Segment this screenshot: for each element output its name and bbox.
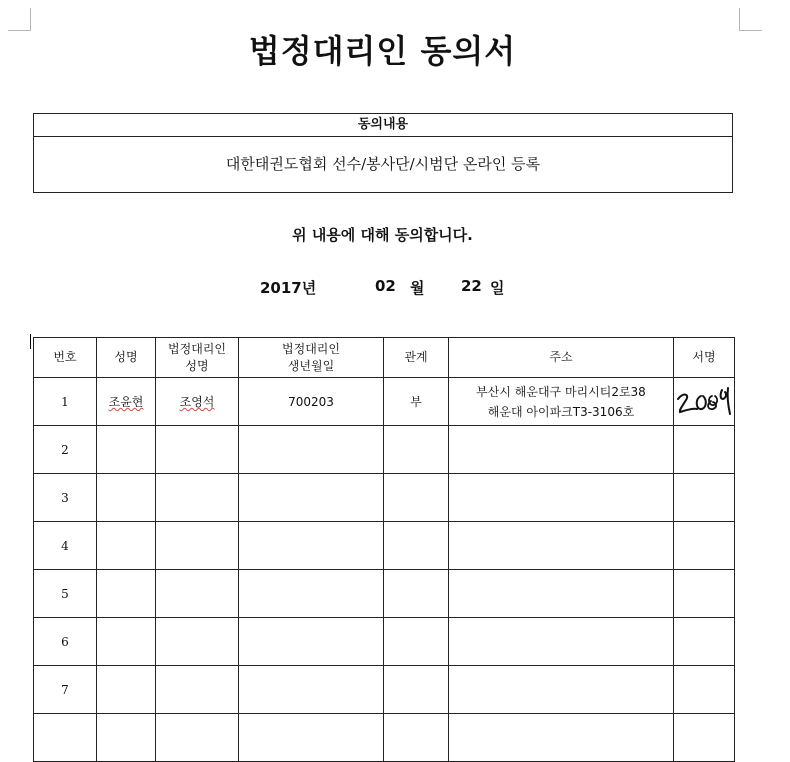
table-row bbox=[34, 714, 735, 762]
row-signature bbox=[674, 378, 735, 426]
row-relation bbox=[384, 426, 449, 474]
row-relation bbox=[384, 522, 449, 570]
row-signature bbox=[674, 618, 735, 666]
row-guardian-name bbox=[156, 666, 239, 714]
row-name bbox=[97, 570, 156, 618]
header-guardian-name bbox=[156, 338, 239, 378]
table-row bbox=[34, 474, 735, 522]
table-row bbox=[34, 522, 735, 570]
row-signature bbox=[674, 714, 735, 762]
row-guardian-name bbox=[156, 426, 239, 474]
row-name bbox=[97, 522, 156, 570]
row-guardian-birth: 700203 bbox=[239, 378, 384, 426]
document-title: 법정대리인 동의서 bbox=[248, 32, 517, 70]
row-guardian-birth bbox=[239, 474, 384, 522]
consent-content-header: 동의내용 bbox=[34, 114, 732, 137]
row-name bbox=[97, 618, 156, 666]
header-guardian-name-line1: 법정대리인 bbox=[168, 341, 226, 356]
row-guardian-name bbox=[156, 474, 239, 522]
row-guardian-name bbox=[156, 378, 239, 426]
row-address bbox=[449, 378, 674, 426]
date-month: 02 bbox=[375, 277, 396, 295]
row-relation bbox=[384, 618, 449, 666]
table-header-row bbox=[34, 338, 735, 378]
row-number: 3 bbox=[34, 474, 97, 522]
header-guardian-birth-line1: 법정대리인 bbox=[282, 341, 340, 356]
row-relation bbox=[384, 474, 449, 522]
row-guardian-birth bbox=[239, 426, 384, 474]
row-guardian-name bbox=[156, 618, 239, 666]
text-cursor bbox=[30, 334, 31, 349]
date-day-label: 일 bbox=[490, 279, 505, 297]
row-number: 6 bbox=[34, 618, 97, 666]
row-number: 4 bbox=[34, 522, 97, 570]
handwritten-signature bbox=[675, 385, 733, 419]
row-name bbox=[97, 666, 156, 714]
header-relation: 관계 bbox=[384, 338, 449, 378]
row-signature bbox=[674, 474, 735, 522]
row-address bbox=[449, 474, 674, 522]
header-number: 번호 bbox=[34, 338, 97, 378]
row-name bbox=[97, 714, 156, 762]
row-number bbox=[34, 714, 97, 762]
date-month-label: 월 bbox=[410, 279, 425, 297]
row-name bbox=[97, 426, 156, 474]
agreement-statement: 위 내용에 대해 동의합니다. bbox=[292, 226, 473, 244]
row-name bbox=[97, 474, 156, 522]
row-relation bbox=[384, 570, 449, 618]
header-guardian-name-line2: 성명 bbox=[185, 358, 209, 373]
row-address-line1: 부산시 해운대구 마리시티2로38 bbox=[476, 384, 646, 399]
row-guardian-birth bbox=[239, 714, 384, 762]
table-row bbox=[34, 426, 735, 474]
row-number: 2 bbox=[34, 426, 97, 474]
header-name: 성명 bbox=[97, 338, 156, 378]
row-name-text: 조윤현 bbox=[108, 395, 144, 409]
row-guardian-birth bbox=[239, 570, 384, 618]
row-relation: 부 bbox=[384, 378, 449, 426]
row-address-line2: 해운대 아이파크T3-3106호 bbox=[487, 404, 635, 419]
row-guardian-birth bbox=[239, 618, 384, 666]
date-year: 2017년 bbox=[260, 279, 317, 297]
row-number: 1 bbox=[34, 378, 97, 426]
row-guardian-birth bbox=[239, 666, 384, 714]
header-guardian-birth bbox=[239, 338, 384, 378]
consent-content-box bbox=[33, 113, 733, 193]
row-address bbox=[449, 522, 674, 570]
row-relation bbox=[384, 666, 449, 714]
guardian-table bbox=[33, 337, 735, 762]
header-signature: 서명 bbox=[674, 338, 735, 378]
row-guardian-name-text: 조영석 bbox=[179, 395, 215, 409]
row-signature bbox=[674, 570, 735, 618]
row-address bbox=[449, 618, 674, 666]
table-row bbox=[34, 570, 735, 618]
row-address bbox=[449, 426, 674, 474]
table-row bbox=[34, 618, 735, 666]
date-day: 22 bbox=[461, 277, 482, 295]
row-signature bbox=[674, 666, 735, 714]
table-row bbox=[34, 378, 735, 426]
row-relation bbox=[384, 714, 449, 762]
row-number: 5 bbox=[34, 570, 97, 618]
consent-content-body: 대한태권도협회 선수/봉사단/시범단 온라인 등록 bbox=[225, 155, 541, 173]
row-address bbox=[449, 666, 674, 714]
row-signature bbox=[674, 522, 735, 570]
header-address: 주소 bbox=[449, 338, 674, 378]
header-guardian-birth-line2: 생년월일 bbox=[287, 358, 335, 373]
row-guardian-name bbox=[156, 714, 239, 762]
row-signature bbox=[674, 426, 735, 474]
row-name bbox=[97, 378, 156, 426]
table-row bbox=[34, 666, 735, 714]
row-guardian-birth bbox=[239, 522, 384, 570]
row-guardian-name bbox=[156, 570, 239, 618]
row-address bbox=[449, 570, 674, 618]
row-number: 7 bbox=[34, 666, 97, 714]
row-address bbox=[449, 714, 674, 762]
row-guardian-name bbox=[156, 522, 239, 570]
